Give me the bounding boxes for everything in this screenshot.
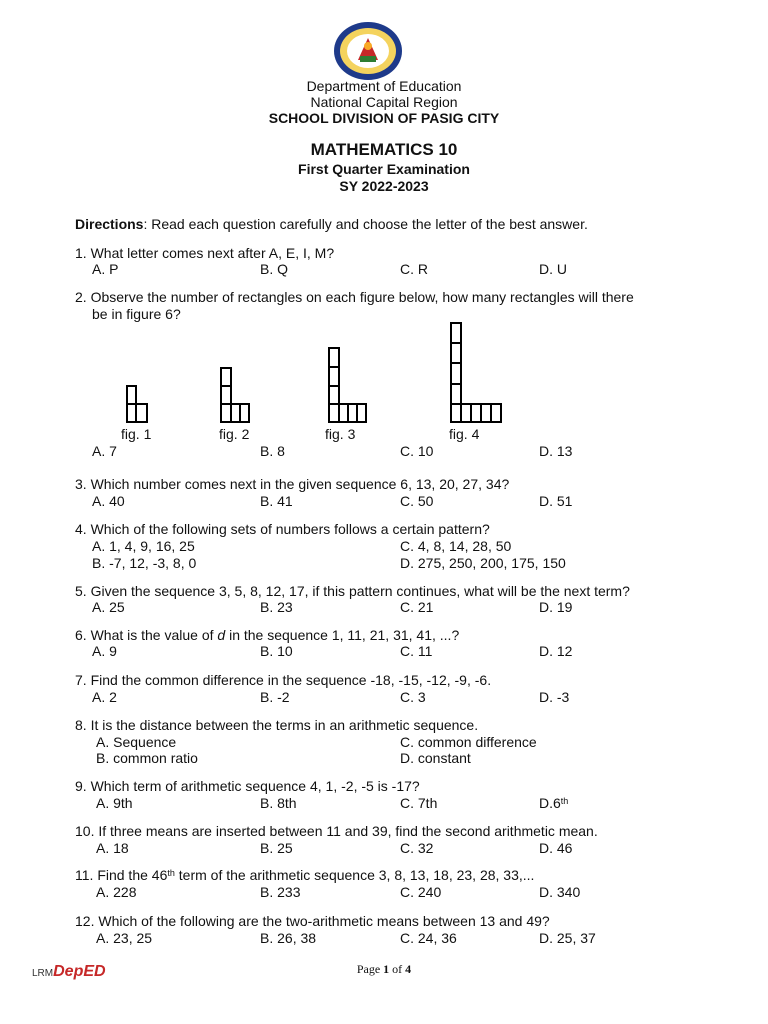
q1-option-a: A. P [92, 261, 119, 277]
q3-option-d: D. 51 [539, 493, 573, 509]
q6-option-b: B. 10 [260, 643, 293, 659]
q7-option-b: B. -2 [260, 689, 290, 705]
q8-option-c: C. common difference [400, 734, 537, 750]
q3-option-b: B. 41 [260, 493, 293, 509]
q5-option-a: A. 25 [92, 599, 125, 615]
question-9: 9. Which term of arithmetic sequence 4, 1, -2, -5 is -17? [75, 778, 420, 794]
question-2-cont: be in figure 6? [92, 306, 181, 322]
rectangle-figures [0, 318, 768, 428]
q9-option-a: A. 9th [96, 795, 133, 811]
q8-option-b: B. common ratio [96, 750, 198, 766]
q9-option-c: C. 7th [400, 795, 438, 811]
q9-option-b: B. 8th [260, 795, 297, 811]
question-2: 2. Observe the number of rectangles on each figure below, how many rectangles will there [75, 289, 634, 305]
question-11-text-b: term of the arithmetic sequence 3, 8, 13, 18, 23, 28, 33,... [174, 867, 535, 883]
question-11-sup: th [167, 868, 175, 878]
q6-option-d: D. 12 [539, 643, 573, 659]
q8-option-d: D. constant [400, 750, 471, 766]
division-seal-logo [332, 20, 404, 82]
page-current: 1 [383, 962, 390, 976]
q2-option-c: C. 10 [400, 443, 434, 459]
q2-option-b: B. 8 [260, 443, 285, 459]
logo-lrm-text: LRM [32, 968, 54, 979]
q1-option-b: B. Q [260, 261, 289, 277]
q7-option-d: D. -3 [539, 689, 570, 705]
q5-option-c: C. 21 [400, 599, 434, 615]
q12-option-a: A. 23, 25 [96, 930, 153, 946]
q1-option-d: D. U [539, 261, 567, 277]
logo-deped-text: DepED [53, 963, 106, 980]
fig-2-label: fig. 2 [219, 426, 250, 442]
question-11 [75, 867, 534, 884]
school-year: SY 2022-2023 [339, 178, 429, 194]
q6-option-c: C. 11 [400, 643, 433, 659]
directions-label: Directions [75, 216, 144, 232]
question-6-text-a: 6. What is the value of [75, 627, 218, 643]
q5-option-b: B. 23 [260, 599, 293, 615]
q4-option-a: A. 1, 4, 9, 16, 25 [92, 538, 195, 554]
q11-option-b: B. 233 [260, 884, 301, 900]
question-10: 10. If three means are inserted between 11 and 39, find the second arithmetic mean. [75, 823, 598, 839]
q7-option-a: A. 2 [92, 689, 117, 705]
fig-1-label: fig. 1 [121, 426, 152, 442]
q4-option-b: B. -7, 12, -3, 8, 0 [92, 555, 197, 571]
q9-option-d [539, 795, 568, 812]
q3-option-a: A. 40 [92, 493, 125, 509]
figure-2 [221, 368, 249, 422]
q11-option-c: C. 240 [400, 884, 442, 900]
question-12: 12. Which of the following are the two-arithmetic means between 13 and 49? [75, 913, 550, 929]
division-name: SCHOOL DIVISION OF PASIG CITY [268, 110, 500, 126]
q4-option-c: C. 4, 8, 14, 28, 50 [400, 538, 512, 554]
exam-title: First Quarter Examination [298, 161, 470, 177]
question-11-text-a: 11. Find the 46 [75, 867, 168, 883]
q11-option-d: D. 340 [539, 884, 581, 900]
q9-option-d-text: D.6 [539, 795, 561, 811]
q12-option-b: B. 26, 38 [260, 930, 317, 946]
q1-option-c: C. R [400, 261, 428, 277]
q6-option-a: A. 9 [92, 643, 117, 659]
question-7: 7. Find the common difference in the sequence -18, -15, -12, -9, -6. [75, 672, 492, 688]
q5-option-d: D. 19 [539, 599, 573, 615]
question-8: 8. It is the distance between the terms in an arithmetic sequence. [75, 717, 479, 733]
question-1: 1. What letter comes next after A, E, I, M? [75, 245, 335, 261]
q8-option-a: A. Sequence [96, 734, 177, 750]
directions [75, 216, 588, 233]
q4-option-d: D. 275, 250, 200, 175, 150 [400, 555, 566, 571]
figure-3 [329, 348, 366, 422]
directions-text: : Read each question carefully and choose the letter of the best answer. [143, 216, 588, 232]
question-5: 5. Given the sequence 3, 5, 8, 12, 17, if this pattern continues, what will be the next term? [75, 583, 630, 599]
q10-option-b: B. 25 [260, 840, 293, 856]
figure-4 [451, 323, 501, 422]
q7-option-c: C. 3 [400, 689, 426, 705]
q10-option-d: D. 46 [539, 840, 573, 856]
question-6-variable: d [217, 627, 226, 643]
q10-option-a: A. 18 [96, 840, 129, 856]
q9-option-d-sup: th [560, 796, 569, 806]
q2-option-d: D. 13 [539, 443, 573, 459]
page-prefix: Page [356, 962, 384, 976]
question-4: 4. Which of the following sets of numbers follows a certain pattern? [75, 521, 490, 537]
q12-option-c: C. 24, 36 [400, 930, 457, 946]
question-6 [75, 627, 459, 644]
q12-option-d: D. 25, 37 [539, 930, 596, 946]
region-name: National Capital Region [310, 94, 458, 110]
q2-option-a: A. 7 [92, 443, 117, 459]
question-6-text-b: in the sequence 1, 11, 21, 31, 41, ...? [225, 627, 460, 643]
fig-4-label: fig. 4 [449, 426, 480, 442]
q10-option-c: C. 32 [400, 840, 434, 856]
subject-title: MATHEMATICS 10 [310, 140, 458, 159]
page-of: of [389, 962, 406, 976]
page-total: 4 [405, 962, 412, 976]
question-3: 3. Which number comes next in the given sequence 6, 13, 20, 27, 34? [75, 476, 510, 492]
q11-option-a: A. 228 [96, 884, 137, 900]
figure-1 [127, 386, 147, 422]
page-number [0, 962, 768, 977]
department-name: Department of Education [306, 78, 462, 94]
q3-option-c: C. 50 [400, 493, 434, 509]
fig-3-label: fig. 3 [325, 426, 356, 442]
